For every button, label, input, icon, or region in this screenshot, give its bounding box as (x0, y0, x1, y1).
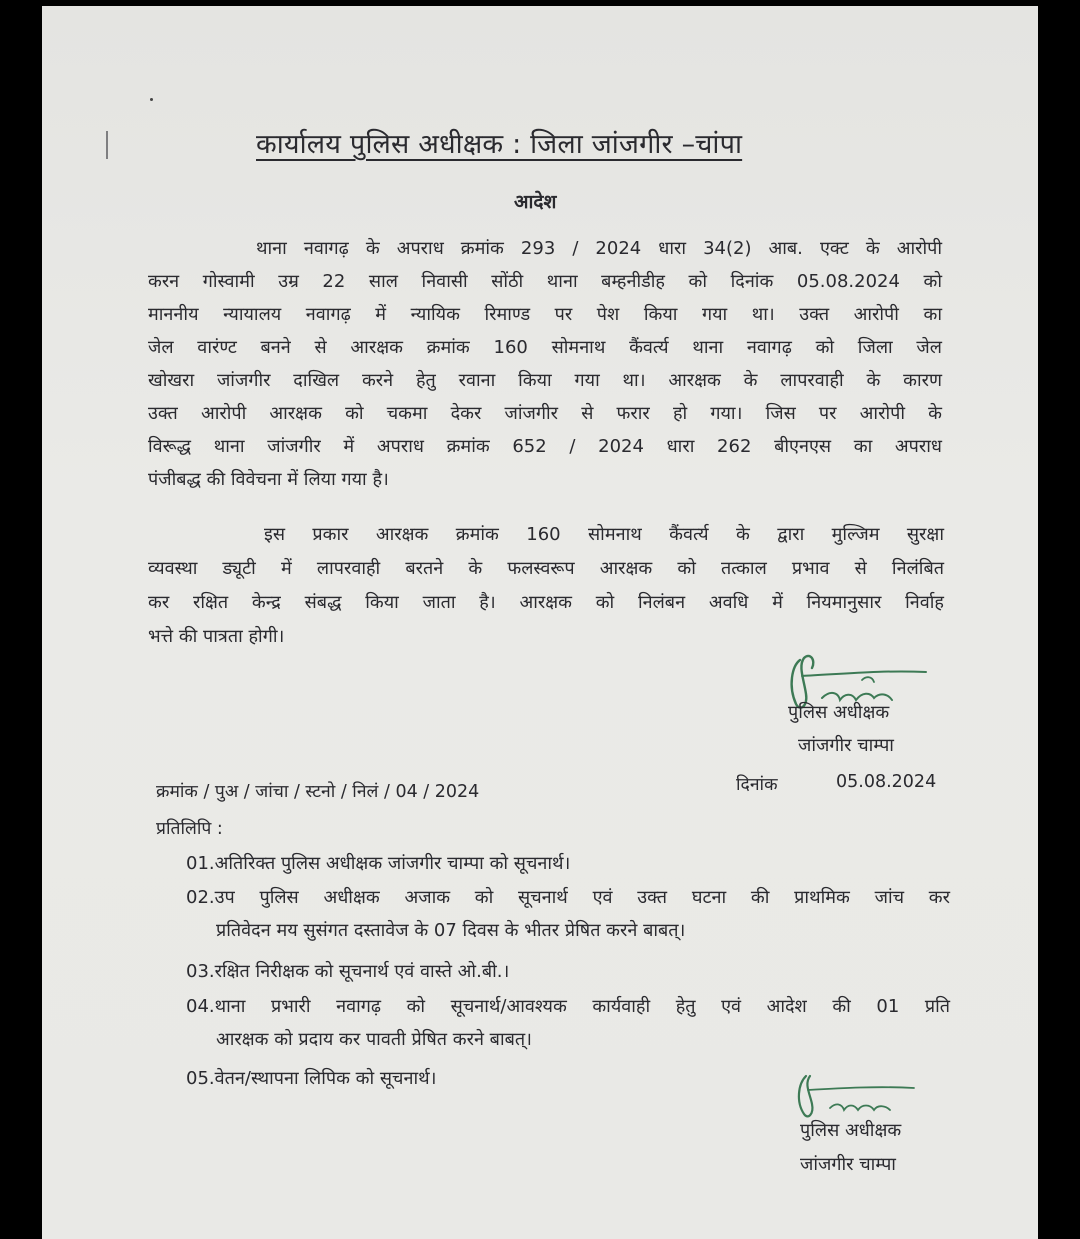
para2-line-4: भत्ते की पात्रता होगी। (148, 626, 285, 647)
copy-item-4-line-2: आरक्षक को प्रदाय कर पावती प्रेषित करने बाबत्। (216, 1029, 532, 1050)
reference-number: क्रमांक / पुअ / जांचा / स्टनो / निलं / 04 / 2024 (156, 782, 480, 802)
para1-line-2: करन गोस्वामी उम्र 22 साल निवासी सोंठी थाना बम्हनीडीह को दिनांक 05.08.2024 को (148, 271, 942, 292)
para1-line-7: विरूद्ध थाना जांजगीर में अपराध क्रमांक 652 / 2024 धारा 262 बीएनएस का अपराध (148, 436, 942, 457)
order-heading: आदेश (514, 191, 557, 213)
date-value: 05.08.2024 (836, 772, 937, 792)
para2-line-3: कर रक्षित केन्द्र संबद्ध किया जाता है। आरक्षक को निलंबन अवधि में नियमानुसार निर्वाह (148, 592, 944, 613)
ink-speck (150, 98, 153, 101)
para2-line-1: इस प्रकार आरक्षक क्रमांक 160 सोमनाथ कैंवर्त्य के द्वारा मुल्जिम सुरक्षा (264, 524, 944, 545)
signature-2-location: जांजगीर चाम्पा (800, 1154, 896, 1175)
copy-item-5: 05.वेतन/स्थापना लिपिक को सूचनार्थ। (186, 1068, 437, 1089)
copy-label: प्रतिलिपि : (156, 819, 223, 839)
signature-1-designation: पुलिस अधीक्षक (788, 702, 890, 723)
para1-line-4: जेल वारंण्ट बनने से आरक्षक क्रमांक 160 सोमनाथ कैंवर्त्य थाना नवागढ़ को जिला जेल (148, 337, 942, 358)
para2-line-2: व्यवस्था ड्यूटी में लापरवाही बरतने के फलस्वरूप आरक्षक को तत्काल प्रभाव से निलंबित (148, 558, 944, 579)
copy-item-4-line-1: 04.थाना प्रभारी नवागढ़ को सूचनार्थ/आवश्यक कार्यवाही हेतु एवं आदेश की 01 प्रति (186, 996, 950, 1017)
copy-item-3: 03.रक्षित निरीक्षक को सूचनार्थ एवं वास्ते ओ.बी.। (186, 961, 510, 982)
copy-item-2-line-2: प्रतिवेदन मय सुसंगत दस्तावेज के 07 दिवस के भीतर प्रेषित करने बाबत्। (216, 920, 686, 941)
para1-line-1: थाना नवागढ़ के अपराध क्रमांक 293 / 2024 धारा 34(2) आब. एक्ट के आरोपी (256, 238, 942, 259)
signature-1-location: जांजगीर चाम्पा (798, 735, 894, 756)
copy-item-2-line-1: 02.उप पुलिस अधीक्षक अजाक को सूचनार्थ एवं उक्त घटना की प्राथमिक जांच कर (186, 887, 950, 908)
office-title: कार्यालय पुलिस अधीक्षक : जिला जांजगीर –चांपा (256, 129, 743, 160)
document-page (42, 6, 1038, 1239)
signature-2-designation: पुलिस अधीक्षक (800, 1120, 902, 1141)
para1-line-3: माननीय न्यायालय नवागढ़ में न्यायिक रिमाण्ड पर पेश किया गया था। उक्त आरोपी का (148, 304, 942, 325)
margin-mark (106, 131, 108, 159)
date-label: दिनांक (736, 775, 778, 795)
copy-item-1: 01.अतिरिक्त पुलिस अधीक्षक जांजगीर चाम्पा को सूचनार्थ। (186, 853, 571, 874)
para1-line-5: खोखरा जांजगीर दाखिल करने हेतु रवाना किया गया था। आरक्षक के लापरवाही के कारण (148, 370, 942, 391)
para1-line-6: उक्त आरोपी आरक्षक को चकमा देकर जांजगीर से फरार हो गया। जिस पर आरोपी के (148, 403, 942, 424)
para1-line-8: पंजीबद्ध की विवेचना में लिया गया है। (148, 469, 389, 490)
